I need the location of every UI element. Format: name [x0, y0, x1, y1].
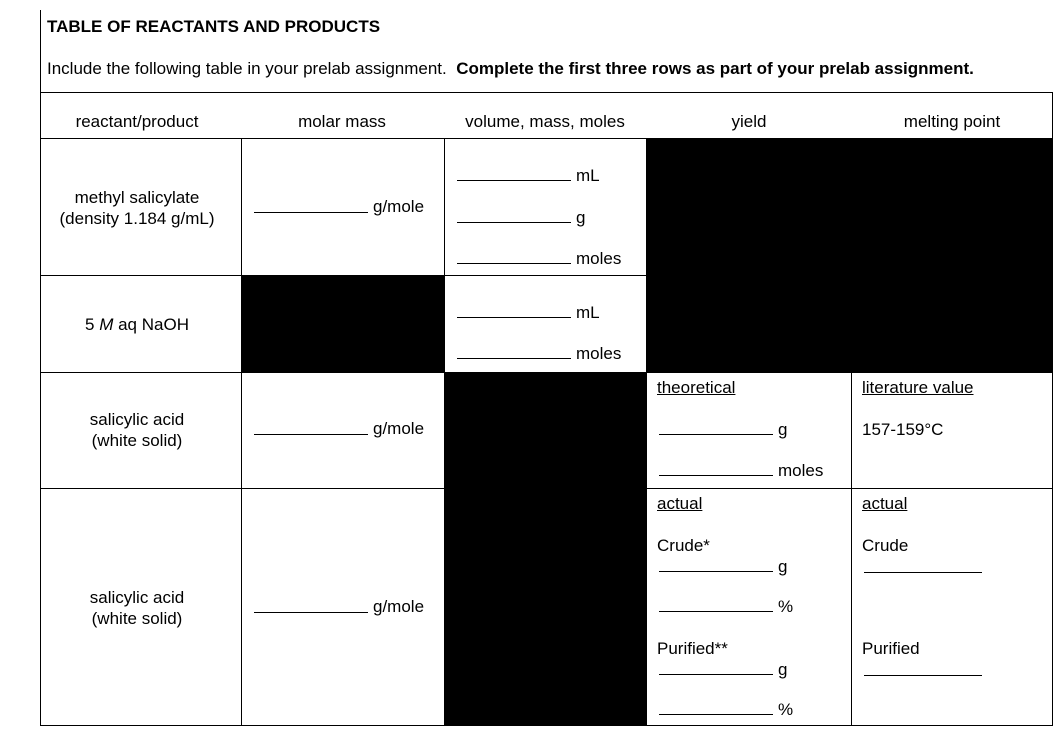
row4-purified-blank-g[interactable] — [659, 674, 773, 675]
row3-yield-blank-g[interactable] — [659, 434, 773, 435]
row4-purified-blank-pct[interactable] — [659, 714, 773, 715]
row4-crude-unit-pct: % — [778, 597, 794, 616]
instruction-plain: Include the following table in your prelab assignment. — [47, 59, 447, 78]
grid-h-header-bottom — [40, 138, 1053, 139]
row1-molar-blank[interactable] — [254, 212, 368, 213]
row4-purified-unit-g: g — [778, 660, 788, 679]
frame-top-instr — [40, 92, 1053, 93]
row1-vol-blank-ml[interactable] — [457, 180, 571, 181]
table-title: TABLE OF REACTANTS AND PRODUCTS — [47, 17, 381, 36]
header-reactant: reactant/product — [75, 112, 199, 131]
row3-molar-blank[interactable] — [254, 434, 368, 435]
row2-name — [85, 314, 189, 335]
row4-crude-label: Crude* — [657, 536, 710, 555]
frame-left — [40, 10, 41, 726]
row4-molar-blank[interactable] — [254, 612, 368, 613]
header-volume: volume, mass, moles — [465, 112, 625, 131]
row4-name-line1: salicylic acid — [89, 588, 185, 607]
row4-name-line2: (white solid) — [91, 609, 183, 628]
header-yield: yield — [731, 112, 767, 131]
row2-vol-unit-moles: moles — [576, 344, 622, 363]
row1-vol-unit-moles: moles — [576, 249, 622, 268]
row3-yield-unit-moles: moles — [778, 461, 824, 480]
row2-vol-blank-ml[interactable] — [457, 317, 571, 318]
row3-yield-blank-moles[interactable] — [659, 475, 773, 476]
row2-vol-unit-ml: mL — [576, 303, 600, 322]
row3-name-line2: (white solid) — [91, 431, 183, 450]
grid-v-3 — [646, 138, 647, 726]
grid-h-table-bottom — [40, 725, 1053, 726]
row4-mp-crude-label: Crude — [862, 536, 909, 555]
header-molar-mass: molar mass — [298, 112, 386, 131]
row1-vol-blank-moles[interactable] — [457, 263, 571, 264]
row2-name-suffix: aq NaOH — [113, 315, 189, 334]
row4-crude-unit-g: g — [778, 557, 788, 576]
row3-yield-heading: theoretical — [657, 378, 736, 397]
row4-molar-unit: g/mole — [373, 597, 425, 616]
row1-name — [60, 187, 215, 229]
row4-crude-blank-g[interactable] — [659, 571, 773, 572]
row4-yield-heading: actual — [657, 494, 703, 513]
row1-vol-unit-g: g — [576, 208, 586, 227]
row3-mp-value: 157-159°C — [862, 420, 944, 439]
row4-purified-label: Purified** — [657, 639, 728, 658]
row3-name — [90, 409, 184, 451]
row4-mp-crude-blank[interactable] — [864, 572, 982, 573]
row1-name-line2: (density 1.184 g/mL) — [59, 209, 215, 228]
instruction-text — [47, 59, 974, 79]
grid-h-row1-bottom — [40, 275, 646, 276]
row1-vol-blank-g[interactable] — [457, 222, 571, 223]
instruction-bold: Complete the first three rows as part of your prelab assignment. — [456, 59, 974, 78]
row1-name-line1: methyl salicylate — [74, 188, 200, 207]
shaded-naoh-molar — [241, 275, 445, 372]
grid-v-2 — [444, 138, 445, 726]
grid-h-row3-bottom — [40, 488, 1053, 489]
row3-yield-unit-g: g — [778, 420, 788, 439]
row4-crude-blank-pct[interactable] — [659, 611, 773, 612]
grid-h-row2-bottom — [40, 372, 1053, 373]
row3-name-line1: salicylic acid — [89, 410, 185, 429]
row4-mp-purified-label: Purified — [862, 639, 920, 658]
row4-name — [90, 587, 184, 629]
row1-vol-unit-ml: mL — [576, 166, 600, 185]
row2-name-prefix: 5 — [85, 315, 100, 334]
row4-purified-unit-pct: % — [778, 700, 794, 719]
row1-molar-unit: g/mole — [373, 197, 425, 216]
row4-mp-heading: actual — [862, 494, 908, 513]
shaded-yield-mp-rows12 — [646, 138, 1053, 372]
row3-molar-unit: g/mole — [373, 419, 425, 438]
shaded-volume-rows34 — [445, 372, 646, 726]
row2-name-italic: M — [99, 315, 114, 334]
row4-mp-purified-blank[interactable] — [864, 675, 982, 676]
row2-vol-blank-moles[interactable] — [457, 358, 571, 359]
row3-mp-heading: literature value — [862, 378, 974, 397]
grid-v-4 — [851, 372, 852, 726]
header-melting-point: melting point — [903, 112, 1001, 131]
grid-v-1 — [241, 138, 242, 726]
